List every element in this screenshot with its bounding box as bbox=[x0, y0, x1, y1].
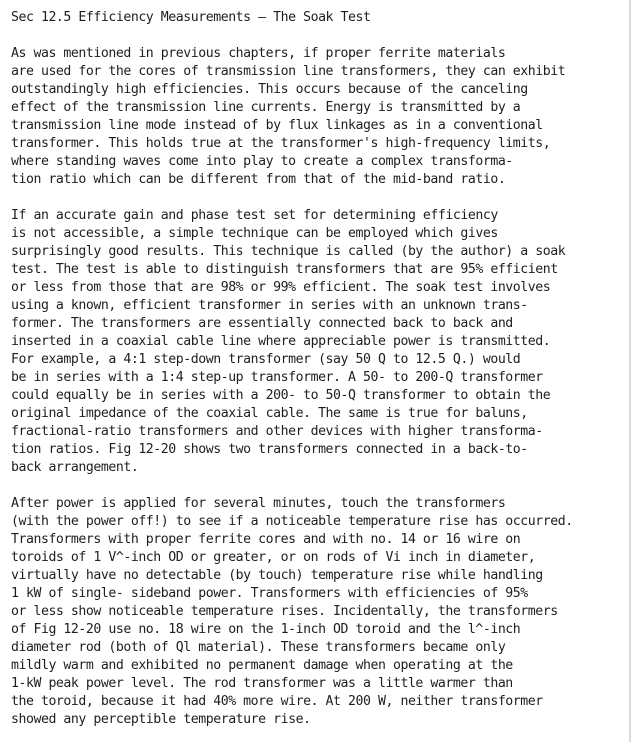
paragraph-intro bbox=[11, 45, 625, 189]
text-line: After power is applied for several minutes, touch the transformers bbox=[11, 496, 506, 511]
text-line: original impedance of the coaxial cable. The same is true for baluns, bbox=[11, 406, 528, 421]
text-line: be in series with a 1:4 step-up transformer. A 50- to 200-Q transformer bbox=[11, 370, 543, 385]
section-heading: Sec 12.5 Efficiency Measurements — The Soak Test bbox=[11, 10, 371, 25]
text-line: toroids of 1 V^-inch OD or greater, or on rods of Vi inch in diameter, bbox=[11, 550, 536, 565]
text-line: transmission line mode instead of by flux linkages as in a conventional bbox=[11, 118, 543, 133]
text-line: showed any perceptible temperature rise. bbox=[11, 712, 311, 727]
text-line: effect of the transmission line currents. Energy is transmitted by a bbox=[11, 100, 521, 115]
spacer bbox=[11, 189, 625, 207]
text-line: 1 kW of single- sideband power. Transformers with efficiencies of 95% bbox=[11, 586, 528, 601]
document-body bbox=[11, 9, 625, 729]
paragraph-results bbox=[11, 495, 625, 729]
text-line: back arrangement. bbox=[11, 460, 139, 475]
text-line: inserted in a coaxial cable line where appreciable power is transmitted. bbox=[11, 334, 551, 349]
text-line: transformer. This holds true at the transformer's high-frequency limits, bbox=[11, 136, 551, 151]
text-line: surprisingly good results. This technique is called (by the author) a soak bbox=[11, 244, 566, 259]
paragraph-soak-test bbox=[11, 207, 625, 477]
text-line: is not accessible, a simple technique can be employed which gives bbox=[11, 226, 498, 241]
text-line: former. The transformers are essentially connected back to back and bbox=[11, 316, 513, 331]
text-line: virtually have no detectable (by touch) temperature rise while handling bbox=[11, 568, 543, 583]
text-line: could equally be in series with a 200- to 50-Q transformer to obtain the bbox=[11, 388, 551, 403]
text-line: are used for the cores of transmission line transformers, they can exhibit bbox=[11, 64, 566, 79]
text-line: mildly warm and exhibited no permanent damage when operating at the bbox=[11, 658, 513, 673]
text-line: using a known, efficient transformer in series with an unknown trans- bbox=[11, 298, 528, 313]
text-line: the toroid, because it had 40% more wire. At 200 W, neither transformer bbox=[11, 694, 543, 709]
spacer bbox=[11, 27, 625, 45]
text-line: diameter rod (both of Ql material). These transformers became only bbox=[11, 640, 506, 655]
text-line: or less show noticeable temperature rises. Incidentally, the transformers bbox=[11, 604, 558, 619]
text-line: test. The test is able to distinguish transformers that are 95% efficient bbox=[11, 262, 558, 277]
text-line: Transformers with proper ferrite cores and with no. 14 or 16 wire on bbox=[11, 532, 521, 547]
text-line: (with the power off!) to see if a noticeable temperature rise has occurred. bbox=[11, 514, 573, 529]
text-line: 1-kW peak power level. The rod transformer was a little warmer than bbox=[11, 676, 513, 691]
text-line: tion ratio which can be different from that of the mid-band ratio. bbox=[11, 172, 506, 187]
text-line: or less from those that are 98% or 99% efficient. The soak test involves bbox=[11, 280, 551, 295]
text-line: If an accurate gain and phase test set for determining efficiency bbox=[11, 208, 498, 223]
spacer bbox=[11, 477, 625, 495]
text-line: As was mentioned in previous chapters, if proper ferrite materials bbox=[11, 46, 506, 61]
text-line: fractional-ratio transformers and other devices with higher transforma- bbox=[11, 424, 543, 439]
text-line: outstandingly high efficiencies. This occurs because of the canceling bbox=[11, 82, 528, 97]
text-line: of Fig 12-20 use no. 18 wire on the 1-inch OD toroid and the l^-inch bbox=[11, 622, 521, 637]
text-line: where standing waves come into play to create a complex transforma- bbox=[11, 154, 513, 169]
text-line: For example, a 4:1 step-down transformer (say 50 Q to 12.5 Q.) would bbox=[11, 352, 521, 367]
text-line: tion ratios. Fig 12-20 shows two transformers connected in a back-to- bbox=[11, 442, 528, 457]
